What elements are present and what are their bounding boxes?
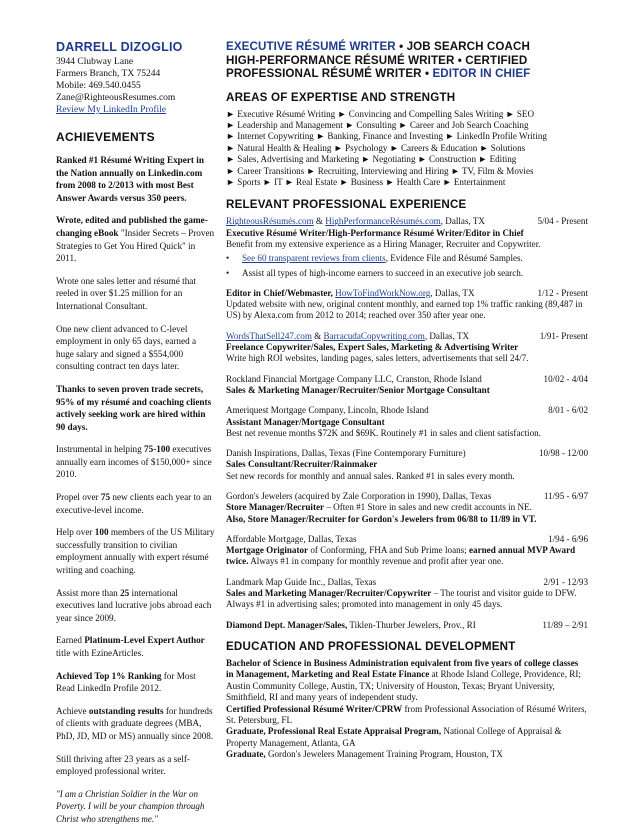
employer: WordsThatSell247.com & BarracudaCopywriting.com, Dallas, TX	[226, 330, 470, 341]
achievement-item: Achieved Top 1% Ranking for Most Read LinkedIn Profile 2012.	[56, 670, 196, 694]
employer-link[interactable]: WordsThatSell247.com	[226, 330, 312, 341]
linkedin-profile-link[interactable]: Review My LinkedIn Profile	[56, 105, 167, 115]
expertise-line: ► Executive Résumé Writing ► Convincing and Compelling Sales Writing ► SEO	[226, 108, 535, 119]
employer: Gordon's Jewelers (acquired by Zale Corporation in 1990), Dallas, Texas	[226, 490, 492, 501]
achievement-item: Still thriving after 23 years as a self-employed professional writer.	[56, 753, 190, 777]
employer-link[interactable]: HowToFindWorkNow.org	[335, 287, 431, 298]
achievement-item: Earned Platinum-Level Expert Author title with EzineArticles.	[56, 635, 205, 658]
left-column	[56, 40, 216, 825]
address-line-1: 3944 Clubway Lane	[56, 57, 134, 67]
job-dates: 11/89 – 2/91	[542, 619, 588, 630]
achievement-item: Assist more than 25 international executives land lucrative jobs abroad each year since 2009.	[56, 587, 212, 623]
achievement-item: Achieve outstanding results for hundreds of clients with graduate degrees (MBA, PhD, JD, MD or MS) annually since 2008.	[56, 705, 214, 741]
achievement-item: Wrote, edited and published the game-changing eBook "Insider Secrets – Proven Strategies to Get You Hired Quick" in 2011.	[56, 215, 215, 264]
achievements-heading: ACHIEVEMENTS	[56, 130, 155, 144]
employer: Rockland Financial Mortgage Company LLC, Cranston, Rhode Island	[226, 373, 482, 384]
expertise-line: ► Career Transitions ► Recruiting, Interviewing and Hiring ► TV, Film & Movies	[226, 165, 534, 176]
experience-list	[226, 216, 588, 631]
job-entry	[226, 331, 588, 365]
job-entry	[226, 577, 588, 611]
job-dates: 5/04 - Present	[537, 216, 588, 227]
employer-link[interactable]: HighPerformanceRésumés.com	[325, 216, 441, 227]
job-title: Sales Consultant/Recruiter/Rainmaker	[226, 459, 378, 470]
job-description: Write high ROI websites, landing pages, sales letters, advertisements that sell 24/7.	[226, 353, 529, 364]
employer: Affordable Mortgage, Dallas, Texas	[226, 533, 357, 544]
employer: Editor in Chief/Webmaster, HowToFindWorkNow.org, Dallas, TX	[226, 287, 475, 298]
job-entry	[226, 491, 588, 525]
employer: RighteousRésumés.com & HighPerformanceRésumés.com, Dallas, TX	[226, 216, 485, 227]
job-entry	[226, 288, 588, 322]
reviews-link[interactable]: See 60 transparent reviews from clients	[242, 253, 386, 264]
experience-heading: RELEVANT PROFESSIONAL EXPERIENCE	[226, 198, 467, 212]
education-heading: EDUCATION AND PROFESSIONAL DEVELOPMENT	[226, 639, 516, 653]
tagline-segment: PROFESSIONAL RÉSUMÉ WRITER •	[226, 67, 433, 80]
job-dates: 2/91 - 12/93	[543, 576, 588, 587]
job-dates: 8/01 - 6/02	[548, 405, 588, 416]
candidate-name: DARRELL DIZOGLIO	[56, 40, 183, 54]
job-description: Updated website with new, original content monthly, and earned top 1% traffic ranking (89,487 in US) by Alexa.com from 2012 to 2014; reached over 350 after year one.	[226, 299, 583, 321]
tagline-segment: EDITOR IN CHIEF	[432, 67, 531, 80]
employer: Ameriquest Mortgage Company, Lincoln, Rhode Island	[226, 405, 429, 416]
job-entry	[226, 620, 588, 631]
job-title: Assistant Manager/Mortgage Consultant	[226, 416, 385, 427]
job-entry	[226, 448, 588, 482]
address-line-2: Farmers Branch, TX 75244	[56, 69, 161, 79]
achievement-item: Ranked #1 Résumé Writing Expert in the Nation annually on Linkedin.com from 2008 to 2/2013 with most Best Answer Awards versus 350 peers.	[56, 155, 204, 203]
job-dates: 1/94 - 6/96	[548, 533, 588, 544]
job-title: Sales & Marketing Manager/Recruiter/Senior Mortgage Consultant	[226, 384, 490, 395]
job-description: Best net revenue months $72K and $69K. Routinely #1 in sales and client satisfaction.	[226, 427, 541, 438]
tagline-segment: • JOB SEARCH COACH	[395, 40, 530, 53]
achievement-item: Wrote one sales letter and résumé that reeled in over $1.25 million for an International Consultant.	[56, 275, 196, 311]
employer-link[interactable]: BarracudaCopywriting.com	[323, 330, 425, 341]
job-title: Freelance Copywriter/Sales, Expert Sales, Marketing & Advertising Writer	[226, 342, 519, 353]
employer-link[interactable]: RighteousRésumés.com	[226, 216, 314, 227]
job-dates: 10/02 - 4/04	[543, 373, 588, 384]
mobile-number: Mobile: 469.540.0455	[56, 81, 141, 91]
employer: Danish Inspirations, Dallas, Texas (Fine Contemporary Furniture)	[226, 448, 466, 459]
job-title: Executive Résumé Writer/High-Performance Résumé Writer/Editor in Chief	[226, 227, 524, 238]
job-bullet: • Assist all types of high-income earners to succeed in an executive job search.	[226, 267, 524, 278]
job-entry	[226, 405, 588, 439]
expertise-line: ► Sales, Advertising and Marketing ► Negotiating ► Construction ► Editing	[226, 154, 517, 165]
employer: Diamond Dept. Manager/Sales, Tiklen-Thurber Jewelers, Prov., RI	[226, 619, 476, 630]
job-dates: 11/95 - 6/97	[543, 490, 588, 501]
job-entry	[226, 534, 588, 568]
achievement-item: Help over 100 members of the US Military successfully transition to civilian employment annually with expert résumé writing and coaching.	[56, 527, 215, 576]
expertise-line: ► Leadership and Management ► Consulting ► Career and Job Search Coaching	[226, 119, 529, 130]
job-description: Store Manager/Recruiter – Often #1 Store in sales and new credit accounts in NE. Also, Store Manager/Recruiter for Gordon's Jewelers from 06/88 to 11/89 in VT.	[226, 502, 537, 524]
email-address: Zane@RighteousResumes.com	[56, 93, 176, 103]
tagline-segment: HIGH-PERFORMANCE RÉSUMÉ WRITER • CERTIFIED	[226, 53, 528, 67]
expertise-line: ► Natural Health & Healing ► Psychology ► Careers & Education ► Solutions	[226, 142, 526, 153]
employer: Landmark Map Guide Inc., Dallas, Texas	[226, 576, 377, 587]
job-dates: 10/98 - 12/00	[538, 448, 588, 459]
areas-heading: AREAS OF EXPERTISE AND STRENGTH	[226, 90, 456, 104]
job-dates: 1/91- Present	[539, 330, 588, 341]
job-description: Set new records for monthly and annual sales. Ranked #1 in sales every month.	[226, 470, 515, 481]
expertise-line: ► Sports ► IT ► Real Estate ► Business ► Health Care ► Entertainment	[226, 176, 506, 187]
job-entry	[226, 374, 588, 397]
areas-of-expertise	[226, 109, 588, 189]
expertise-line: ► Internet Copywriting ► Banking, Finance and Investing ► LinkedIn Profile Writing	[226, 131, 547, 142]
professional-tagline	[226, 40, 588, 81]
job-description: Benefit from my extensive experience as a Hiring Manager, Recruiter and Copywriter.	[226, 238, 541, 249]
job-dates: 1/12 - Present	[537, 287, 588, 298]
achievement-item: Instrumental in helping 75-100 executives annually earn incomes of $150,000+ since 2010.	[56, 444, 212, 480]
achievement-item: Propel over 75 new clients each year to an executive-level income.	[56, 492, 212, 515]
right-column	[226, 40, 588, 761]
job-bullet: • See 60 transparent reviews from clients, Evidence File and Résumé Samples.	[226, 253, 523, 264]
job-description: Mortgage Originator of Conforming, FHA and Sub Prime loans; earned annual MVP Award twice. Always #1 in company for monthly revenue and profit after year one.	[226, 545, 576, 567]
job-entry	[226, 216, 588, 278]
personal-quote: "I am a Christian Soldier in the War on Poverty. I will be your champion through Christ who strengthens me."	[56, 788, 205, 824]
achievement-item: Thanks to seven proven trade secrets, 95% of my résumé and coaching clients actively seeking work are hired within 90 days.	[56, 383, 212, 432]
achievements-list	[56, 154, 216, 778]
tagline-segment: EXECUTIVE RÉSUMÉ WRITER	[226, 40, 396, 53]
achievement-item: One new client advanced to C-level employment in only 65 days, earned a huge salary and signed a $554,000 consulting contract ten days later.	[56, 323, 197, 372]
education-details: Bachelor of Science in Business Administration equivalent from five years of college classes in Management, Marketing and Real Estate Finance at Rhode Island College, Providence, RI; Austin Community College, Austin, TX; University of Houston, Texas; Bryant University, Smithfield, RI and many years of independent study. Certified Professional Résumé Writer/CPRW from Professional Association of Résumé Writers, St. Petersburg, FL Graduate, Professional Real Estate Appraisal Program, National College of Appraisal & Property Management, Atlanta, GA Graduate, Gordon's Jewelers Management Training Program, Houston, TX	[226, 657, 587, 760]
job-description: Sales and Marketing Manager/Recruiter/Copywriter – The tourist and visitor guide to DFW. Always #1 in advertising sales; promoted into management in only 45 days.	[226, 588, 577, 610]
